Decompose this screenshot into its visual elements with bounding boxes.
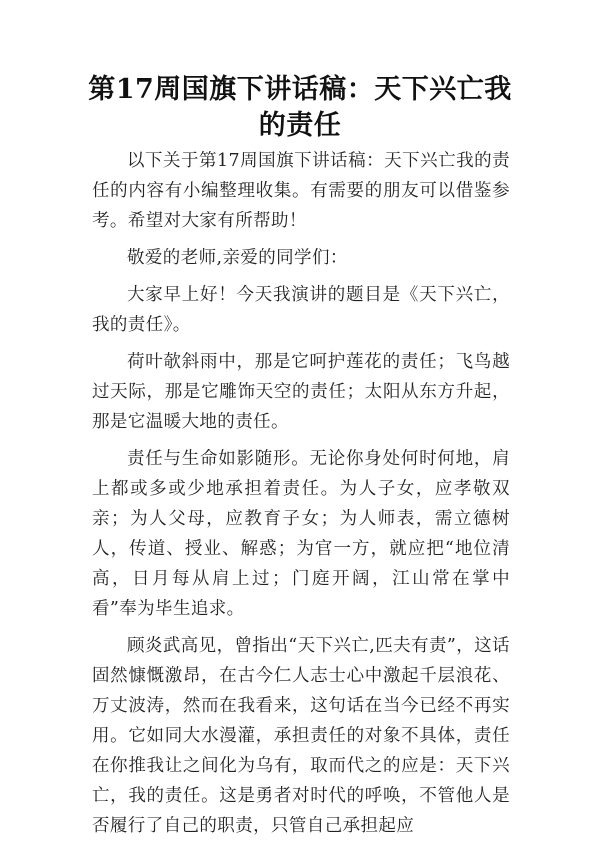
- paragraph-greeting: 敬爱的老师,亲爱的同学们：: [127, 248, 348, 268]
- paragraph-intro: 以下关于第17周国旗下讲话稿：天下兴亡我的责任的内容有小编整理收集。有需要的朋友可以借鉴参考。希望对大家有所帮助！: [92, 151, 510, 231]
- document-body: [92, 146, 510, 848]
- paragraph-responsibility: 责任与生命如影随形。无论你身处何时何地，肩上都或多或少地承担着责任。为人子女，应孝敬双亲；为人父母，应教育子女；为人师表，需立德树人，传道、授业、解惑；为官一方，就应把“地位清高，日月每从肩上过；门庭开阔，江山常在掌中看”奉为毕生追求。: [92, 449, 510, 619]
- paragraph-lotus: 荷叶欹斜雨中，那是它呵护莲花的责任；飞鸟越过天际，那是它雕饰天空的责任；太阳从东方升起，那是它温暖大地的责任。: [92, 352, 510, 432]
- paragraph-topic: 大家早上好！今天我演讲的题目是《天下兴亡，我的责任》。: [92, 285, 510, 335]
- paragraph-gu-yanwu: 顾炎武高见，曾指出“天下兴亡,匹夫有责”，这话固然慷慨激昂，在古今仁人志士心中激起千层浪花、万丈波涛，然而在我看来，这句话在当今已经不再实用。它如同大水漫灌，承担责任的对象不具体，责任在你推我让之间化为乌有，取而代之的应是：天下兴亡，我的责任。这是勇者对时代的呼唤，不管他人是否履行了自己的职责，只管自己承担起应: [92, 636, 510, 836]
- document-title: 第17周国旗下讲话稿：天下兴亡我的责任: [88, 74, 512, 141]
